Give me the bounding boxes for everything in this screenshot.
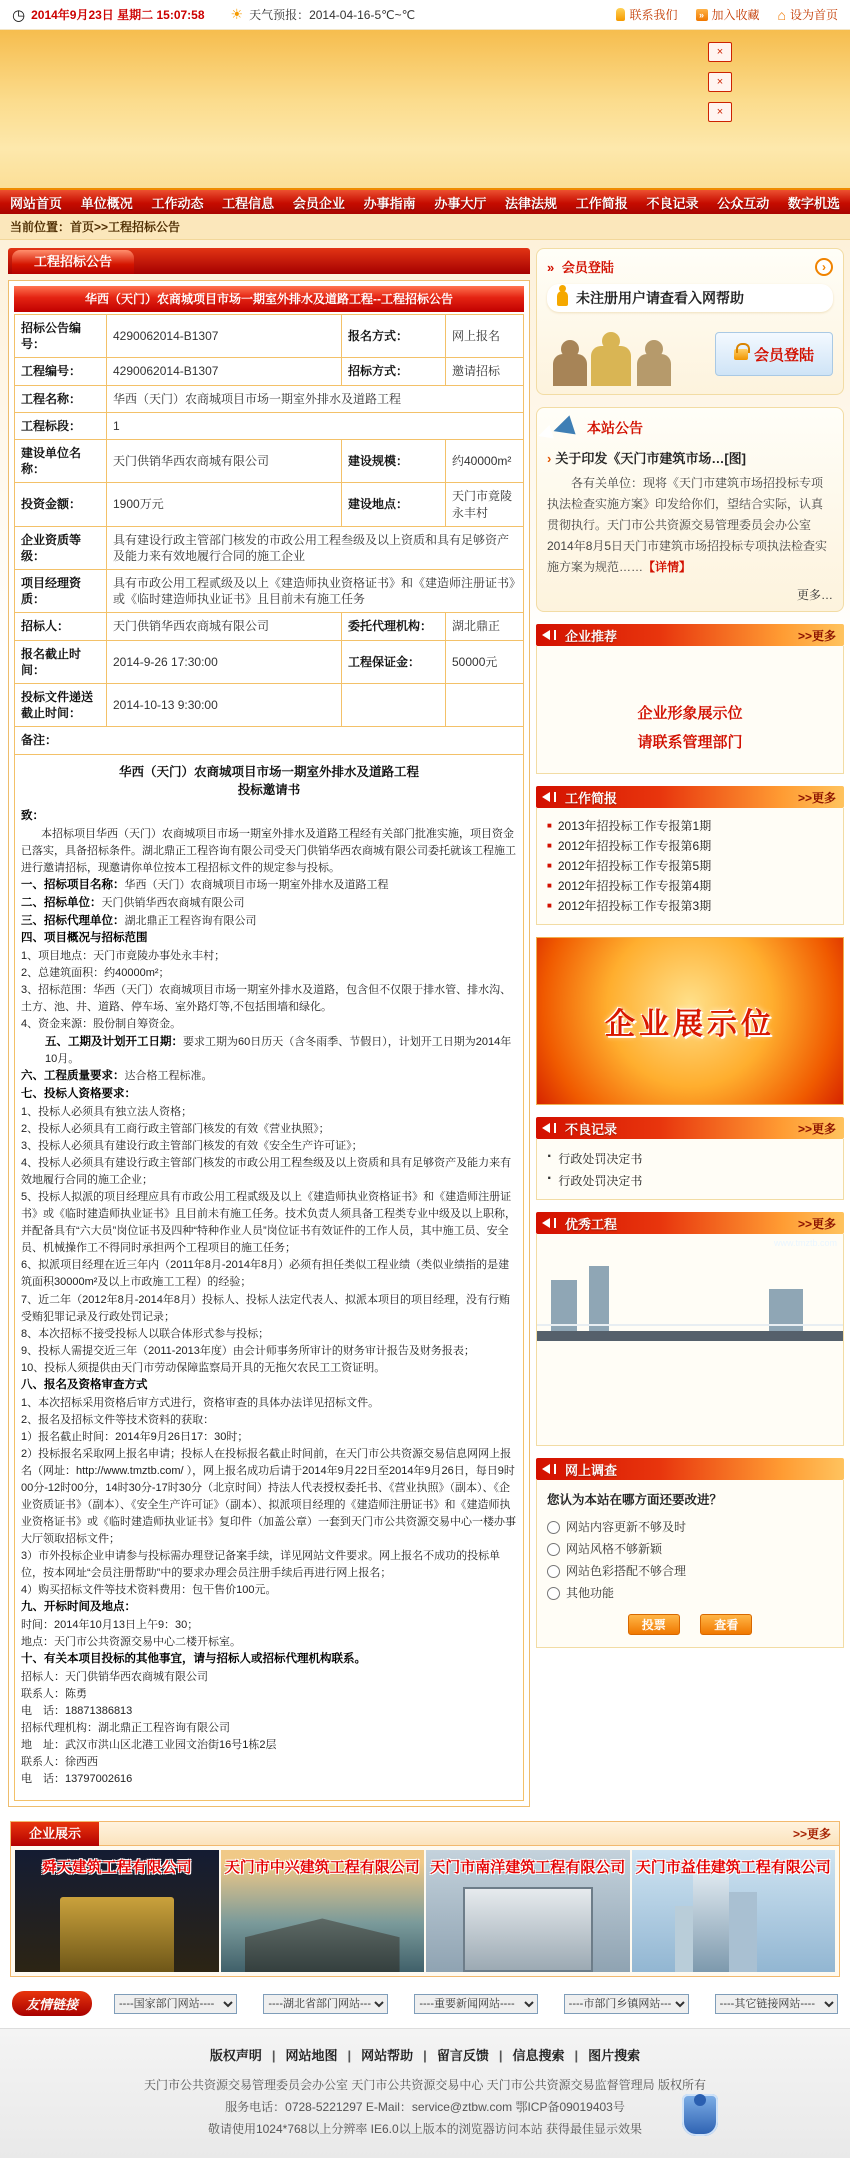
site-banner (0, 30, 850, 190)
survey-box (536, 1458, 844, 1648)
field-value (446, 684, 524, 727)
recommend-more-link[interactable]: >>更多 (797, 628, 836, 643)
remark-paragraph: 地点：天门市公共资源交易中心二楼开标室。 (21, 1635, 241, 1648)
bridge-deck (537, 1331, 843, 1341)
remark-paragraph: 五、工期及计划开工日期：要求工期为60日历天（含冬雨季、节假日），计划开工日期为2014年10月。 (45, 1035, 512, 1066)
nav-item-5[interactable]: 会员企业 (292, 195, 345, 211)
table-row (15, 570, 524, 613)
field-value: 50000元 (446, 640, 524, 683)
enterprise-showcase-section (10, 1821, 840, 1977)
nav-item-3[interactable]: 工作动态 (151, 195, 204, 211)
remark-paragraph: 4）购买招标文件等技术资料费用：包干售价100元。 (21, 1584, 277, 1597)
rss-icon: » (696, 9, 708, 21)
panel-body (8, 280, 530, 1807)
company-banner-image[interactable] (632, 1850, 836, 1972)
remark-paragraph: 招标代理机构：湖北鼎正工程咨询有限公司 (21, 1721, 230, 1734)
footer-contact: 服务电话：0728-5221297 E-Mail：service@ztbw.com 鄂ICP备09019403号 (225, 2100, 625, 2115)
bad-records-box (536, 1117, 844, 1200)
home-icon: ⌂ (777, 6, 786, 23)
footer-link[interactable]: 图片搜索 (588, 2048, 641, 2064)
field-value: 2014-10-13 9:30:00 (107, 684, 342, 727)
announcement-fields-table (14, 314, 524, 1801)
field-label: 项目经理资质： (15, 570, 107, 613)
speaker-icon (542, 792, 550, 802)
table-row (15, 315, 524, 358)
excellent-project-photo[interactable] (536, 1234, 844, 1446)
remark-paragraph: 4、投标人必须具有建设行政主管部门核发的市政公用工程叁级及以上资质和具有足够资产及能力来有效地履行合同的施工企业； (21, 1157, 512, 1187)
survey-option-label: 网站风格不够新颖 (566, 1542, 663, 1556)
remark-paragraph: 7、近二年（2012年8月-2014年8月）投标人、投标人法定代表人、拟派本项目的项目经理，没有行贿受贿犯罪记录及行政处罚记录； (21, 1293, 510, 1323)
field-label (342, 684, 446, 727)
members-illustration (547, 322, 677, 386)
view-results-button[interactable]: 查看 (700, 1614, 752, 1635)
remark-paragraph: 四、项目概况与招标范围 (21, 932, 148, 945)
friend-links-bar (0, 1977, 850, 2028)
field-value: 邀请招标 (446, 358, 524, 385)
building-graphic (245, 1918, 400, 1972)
remark-paragraph: 3）市外投标企业申请参与投标需办理登记备案手续，详见网站文件要求。网上报名不成功的投标单位，按本网址“会员注册帮助”中的要求办理会员注册手续后再进行网上报名； (21, 1549, 501, 1580)
company-banner-image[interactable] (426, 1850, 630, 1972)
notice-item-link[interactable]: › 关于印发《天门市建筑市场…[图] (547, 451, 747, 466)
footer-link-separator: | (271, 2048, 276, 2064)
field-label: 工程保证金： (342, 640, 446, 683)
sun-icon: ☀ (230, 6, 244, 22)
site-notice-box (536, 407, 844, 612)
sidebar (536, 248, 844, 1660)
survey-radio-3[interactable] (547, 1565, 560, 1578)
survey-option[interactable] (547, 1516, 833, 1538)
topbar (0, 0, 850, 30)
remark-paragraph: 9、投标人需提交近三年（2011-2013年度）由会计师事务所审计的财务审计报告及财务报表； (21, 1344, 475, 1357)
nav-item-4[interactable]: 工程信息 (222, 195, 275, 211)
remark-paragraph: 地 址：武汉市洪山区北港工业园文治街16号1栋2层 (21, 1739, 277, 1752)
footer-link[interactable]: 留言反馈 (436, 2048, 489, 2064)
nav-item-12[interactable]: 数字机选 (787, 195, 840, 211)
announcement-title: 华西（天门）农商城项目市场一期室外排水及道路工程--工程招标公告 (14, 286, 524, 312)
speaker-icon (542, 1218, 550, 1228)
table-row (15, 640, 524, 683)
field-value: 具有建设行政主管部门核发的市政公用工程叁级及以上资质和具有足够资产及能力来有效地履行合同的施工企业 (107, 526, 524, 569)
remark-paragraph: 十、有关本项目投标的其他事宜，请与招标人或招标代理机构联系。 (21, 1653, 366, 1666)
field-label: 报名截止时间： (15, 640, 107, 683)
field-value: 天门供销华西农商城有限公司 (107, 439, 342, 482)
member-login-button[interactable]: 会员登陆 (715, 332, 833, 376)
nav-item-1[interactable]: 网站首页 (10, 195, 63, 211)
field-value: 网上报名 (446, 315, 524, 358)
nav-item-2[interactable]: 单位概况 (80, 195, 133, 211)
field-value: 1 (107, 412, 524, 439)
friend-links-select-5[interactable] (715, 1994, 838, 2014)
field-label: 招标方式： (342, 358, 446, 385)
remark-paragraph: 1、本次招标采用资格后审方式进行，资格审查的具体办法详见招标文件。 (21, 1396, 380, 1409)
field-value: 4290062014-B1307 (107, 315, 342, 358)
register-help-link[interactable]: 未注册用户请查看入网帮助 (547, 284, 833, 312)
remark-paragraph: 2、总建筑面积：约40000m²； (21, 967, 170, 980)
table-row (15, 358, 524, 385)
building-graphic (693, 1872, 730, 1972)
survey-option-label: 其他功能 (566, 1586, 615, 1600)
person-icon (616, 8, 625, 21)
bulletin-item-link[interactable]: ■ 2012年招投标工作专报第6期 (547, 836, 833, 856)
footer-link-separator: | (347, 2048, 352, 2064)
recommend-content[interactable]: 企业形象展示位 请联系管理部门 (536, 646, 844, 774)
bad-record-item-link[interactable]: · 行政处罚决定书 (547, 1147, 833, 1169)
nav-item-10[interactable]: 不良记录 (646, 195, 699, 211)
field-value: 华西（天门）农商城项目市场一期室外排水及道路工程 (107, 385, 524, 412)
company-name: 天门市中兴建筑工程有限公司 (224, 1859, 420, 1877)
company-name: 舜天建筑工程有限公司 (41, 1859, 192, 1877)
remark-paragraph: 电 话：13797002616 (21, 1773, 133, 1786)
bulletin-more-link[interactable]: >>更多 (797, 790, 836, 805)
building-graphic (463, 1887, 593, 1972)
content-area (0, 240, 850, 1817)
bulletin-item-link[interactable]: ■ 2013年招投标工作专报第1期 (547, 816, 833, 836)
remark-paragraph: 联系人：陈勇 (21, 1687, 87, 1700)
showcase-section-title: 企业展示 (11, 1822, 99, 1846)
remark-paragraph: 2）投标报名采取网上报名申请；投标人在投标报名截止时间前，在天门市公共资源交易信息网网上报名（网址：http://www.tmztb.com/ ），网上报名成功后请于2014年9月22日至2014年9月26日，每日9时00分-12时00分，14时30分-17时30分（北京时间）持法人代表授权委托书、《营业执照》（副本）、《企业资质证书》（副本）、《安全生产许可证》（副本）、拟派项目经理的《建造师注册证书》和《建造师执业资格证书》或《临时建造师执业证书》复印件（加盖公章）一套到天门市公共资源交易中心一楼办事大厅领取招标文件； (21, 1447, 516, 1545)
survey-option[interactable] (547, 1560, 833, 1582)
excellent-projects-title: 优秀工程 (565, 1216, 618, 1232)
table-row (15, 613, 524, 640)
breadcrumb: 当前位置：首页>>工程招标公告 (0, 214, 850, 240)
field-label: 招标人： (15, 613, 107, 640)
field-value: 具有市政公用工程贰级及以上《建造师执业资格证书》和《建造师注册证书》或《临时建造师执业证书》且目前未有施工任务 (107, 570, 524, 613)
footer-link[interactable]: 网站地图 (285, 2048, 338, 2064)
field-label: 工程名称： (15, 385, 107, 412)
notice-more-link[interactable]: 更多… (796, 588, 833, 602)
survey-option[interactable] (547, 1582, 833, 1604)
speaker-icon (542, 630, 550, 640)
survey-radio-4[interactable] (547, 1587, 560, 1600)
building-graphic (60, 1897, 174, 1973)
bad-records-title: 不良记录 (565, 1121, 618, 1137)
field-value: 天门供销华西农商城有限公司 (107, 613, 342, 640)
footer-link[interactable]: 信息搜索 (512, 2048, 565, 2064)
remark-subtitle: 投标邀请书 (237, 783, 301, 798)
remark-title: 华西（天门）农商城项目市场一期室外排水及道路工程 (118, 764, 419, 779)
add-favorite-link[interactable]: » 加入收藏 (696, 6, 760, 23)
table-row (15, 385, 524, 412)
field-label: 报名方式： (342, 315, 446, 358)
field-label: 委托代理机构： (342, 613, 446, 640)
bad-record-item-link[interactable]: · 行政处罚决定书 (547, 1169, 833, 1191)
remark-paragraph: 二、招标单位：天门供销华西农商城有限公司 (21, 896, 245, 909)
remark-content (15, 754, 524, 1801)
notice-detail-link[interactable]: 【详情】 (643, 560, 692, 574)
panel-title: 工程招标公告 (12, 250, 134, 274)
recommend-box (536, 624, 844, 774)
friend-links-label: 友情链接 (12, 1991, 92, 2016)
field-value: 2014-9-26 17:30:00 (107, 640, 342, 683)
bulletin-item-link[interactable]: ■ 2012年招投标工作专报第5期 (547, 856, 833, 876)
remark-paragraph: 致： (21, 810, 44, 823)
field-value: 湖北鼎正 (446, 613, 524, 640)
nav-item-6[interactable]: 办事指南 (363, 195, 416, 211)
announcement-panel (8, 248, 530, 1807)
remark-paragraph: 6、拟派项目经理在近三年内（2011年8月-2014年8月）必须有担任类似工程业绩（类似业绩指的是建筑面积30000m²及以上市政施工工程）的经验； (21, 1259, 510, 1289)
remark-paragraph: 5、投标人拟派的项目经理应具有市政公用工程贰级及以上《建造师执业资格证书》和《建造师注册证书》或《临时建造师执业证书》且目前未有施工任务。技术负责人须具备工程类专业中级及以上职称，并配备具有“六大员”岗位证书及四种“特种作业人员”岗位证书有效证件的工作人员，其中施工员、安全员、机械操作工不得同时承担两个工程项目的施工任务； (21, 1191, 516, 1255)
vote-button[interactable]: 投票 (628, 1614, 680, 1635)
company-banner-image[interactable] (221, 1850, 425, 1972)
excellent-more-link[interactable]: >>更多 (797, 1216, 836, 1231)
nav-item-9[interactable]: 工作简报 (575, 195, 628, 211)
survey-option-label: 网站色彩搭配不够合理 (566, 1564, 687, 1578)
survey-question: 您认为本站在哪方面还要改进？ (547, 1493, 723, 1507)
field-value: 4290062014-B1307 (107, 358, 342, 385)
table-row (15, 483, 524, 526)
remark-paragraph: 本招标项目华西（天门）农商城项目市场一期室外排水及道路工程经有关部门批准实施，项目资金已落实，具备招标条件。湖北鼎正工程咨询有限公司受天门供销华西农商城有限公司委托就该工程施工进行邀请招标，现邀请你单位按本工程招标文件的规定参与投标。 (21, 827, 516, 874)
speaker-icon (542, 1123, 550, 1133)
table-row (15, 526, 524, 569)
survey-radio-2[interactable] (547, 1543, 560, 1556)
remark-paragraph: 九、开标时间及地点： (21, 1601, 136, 1614)
member-login-title: » 会员登陆 (547, 260, 614, 275)
survey-option[interactable] (547, 1538, 833, 1560)
field-label: 投标文件递送截止时间： (15, 684, 107, 727)
cyber-police-badge-icon[interactable] (678, 2094, 722, 2144)
field-label: 招标公告编号： (15, 315, 107, 358)
remark-paragraph: 七、投标人资格要求： (21, 1088, 136, 1101)
field-label: 企业资质等级： (15, 526, 107, 569)
clock-icon: ◷ (12, 6, 26, 24)
remark-paragraph: 2、投标人必须具有工商行政主管部门核发的有效《营业执照》； (21, 1123, 330, 1136)
field-label: 建设单位名称： (15, 439, 107, 482)
company-name: 天门市南洋建筑工程有限公司 (430, 1859, 626, 1877)
speaker-icon (542, 1464, 550, 1474)
excellent-projects-box (536, 1212, 844, 1446)
footer-link-separator: | (498, 2048, 503, 2064)
friend-links-select-3[interactable] (414, 1994, 537, 2014)
remark-paragraph: 1、项目地点：天门市竟陵办事处永丰村； (21, 950, 226, 963)
table-row (15, 412, 524, 439)
footer-nav (0, 2039, 850, 2074)
remark-label: 备注： (15, 727, 524, 754)
footer (0, 2028, 850, 2158)
survey-option-label: 网站内容更新不够及时 (566, 1520, 687, 1534)
circle-arrow-icon[interactable]: › (815, 258, 833, 276)
main-nav (0, 190, 850, 214)
field-label: 工程编号： (15, 358, 107, 385)
remark-paragraph: 八、报名及资格审查方式 (21, 1378, 148, 1391)
remark-body (21, 808, 517, 1788)
bad-records-more-link[interactable]: >>更多 (797, 1121, 836, 1136)
survey-title: 网上调查 (565, 1462, 618, 1478)
set-homepage-link[interactable]: ⌂ 设为首页 (777, 6, 838, 23)
nav-item-7[interactable]: 办事大厅 (434, 195, 487, 211)
nav-item-8[interactable]: 法律法规 (505, 195, 558, 211)
panel-header (8, 248, 530, 274)
field-label: 投资金额： (15, 483, 107, 526)
enterprise-showcase-banner[interactable]: 企业展示位 (536, 937, 844, 1105)
field-label: 建设规模： (342, 439, 446, 482)
footer-link-separator: | (423, 2048, 427, 2064)
remark-paragraph: 10、投标人须提供由天门市劳动保障监察局开具的无拖欠农民工工资证明。 (21, 1361, 386, 1374)
banner-badge-icon (708, 102, 732, 122)
walker-icon (557, 291, 568, 306)
bulletin-box (536, 786, 844, 925)
remark-paragraph: 联系人：徐西西 (21, 1756, 98, 1769)
footer-link[interactable]: 网站帮助 (361, 2048, 414, 2064)
field-value: 约40000m² (446, 439, 524, 482)
megaphone-icon (547, 416, 577, 440)
company-name: 天门市益佳建筑工程有限公司 (635, 1859, 831, 1877)
contact-us-link[interactable]: 联系我们 (616, 6, 677, 23)
bulletin-title: 工作简报 (565, 790, 618, 806)
weather-text: 天气预报：2014-04-16-5℃~℃ (249, 8, 416, 22)
datetime-text: 2014年9月23日 星期二 15:07:58 (31, 8, 205, 22)
remark-paragraph: 4、资金来源：股份制自筹资金。 (21, 1018, 182, 1031)
notice-summary: 各有关单位：现将《天门市建筑市场招投标专项执法检查实施方案》印发给你们，望结合实际，认真贯彻执行。天门市公共资源交易管理委员会办公室2014年8月5日天门市建筑市场招投标专项执法检查实施方案为规范……【详情】 (547, 476, 828, 574)
field-value: 1900万元 (107, 483, 342, 526)
friend-links-select-1[interactable] (114, 1994, 237, 2014)
remark-paragraph: 1、投标人必须具有独立法人资格； (21, 1105, 193, 1118)
remark-paragraph: 三、招标代理单位：湖北鼎正工程咨询有限公司 (21, 914, 257, 927)
remark-paragraph: 招标人：天门供销华西农商城有限公司 (21, 1670, 208, 1683)
field-label: 建设地点： (342, 483, 446, 526)
remark-paragraph: 一、招标项目名称：华西（天门）农商城项目市场一期室外排水及道路工程 (21, 879, 389, 892)
field-value: 天门市竟陵永丰村 (446, 483, 524, 526)
footer-copyright: 天门市公共资源交易管理委员会办公室 天门市公共资源交易中心 天门市公共资源交易监督管理局 版权所有 (143, 2078, 706, 2093)
remark-paragraph: 时间：2014年10月13日上午9：30； (21, 1618, 199, 1631)
recommend-title: 企业推荐 (565, 628, 618, 644)
remark-paragraph: 8、本次招标不接受投标人以联合体形式参与投标； (21, 1327, 270, 1340)
footer-link-separator: | (574, 2048, 579, 2064)
banner-badge-icon (708, 72, 732, 92)
friend-links-select-2[interactable] (263, 1994, 388, 2014)
nav-item-11[interactable]: 公众互动 (717, 195, 770, 211)
remark-paragraph: 3、投标人必须具有建设行政主管部门核发的有效《安全生产许可证》； (21, 1140, 363, 1153)
bulletin-item-link[interactable]: ■ 2012年招投标工作专报第3期 (547, 896, 833, 916)
field-label: 工程标段： (15, 412, 107, 439)
table-row (15, 727, 524, 754)
footer-resolution-note: 敬请使用1024*768以上分辨率 IE6.0以上版本的浏览器访问本站 获得最佳显示效果 (207, 2122, 643, 2137)
table-row (15, 684, 524, 727)
friend-links-select-4[interactable] (564, 1994, 689, 2014)
table-row (15, 754, 524, 1801)
survey-radio-1[interactable] (547, 1521, 560, 1534)
site-notice-title: 本站公告 (587, 420, 643, 436)
remark-paragraph: 3、招标范围：华西（天门）农商城项目市场一期室外排水及道路，包含但不仅限于排水管、排水沟、土方、池、井、道路、停车场、室外路灯等,不包括围墙和绿化。 (21, 984, 512, 1014)
remark-paragraph: 电 话：18871386813 (21, 1704, 133, 1717)
bulletin-item-link[interactable]: ■ 2012年招投标工作专报第4期 (547, 876, 833, 896)
remark-paragraph: 1）报名截止时间：2014年9月26日17：30时； (21, 1430, 249, 1443)
company-banner-image[interactable] (15, 1850, 219, 1972)
bridge-rail (537, 1321, 843, 1326)
member-login-box (536, 248, 844, 395)
footer-link[interactable]: 版权声明 (209, 2048, 262, 2064)
lock-icon (734, 349, 748, 360)
remark-paragraph: 六、工程质量要求：达合格工程标准。 (21, 1070, 213, 1083)
table-row (15, 439, 524, 482)
photo-watermark: www.tmztb.com (773, 1238, 837, 1248)
banner-badge-icon (708, 42, 732, 62)
showcase-more-link[interactable]: >>更多 (792, 1827, 831, 1842)
remark-paragraph: 2、报名及招标文件等技术资料的获取： (21, 1413, 215, 1426)
